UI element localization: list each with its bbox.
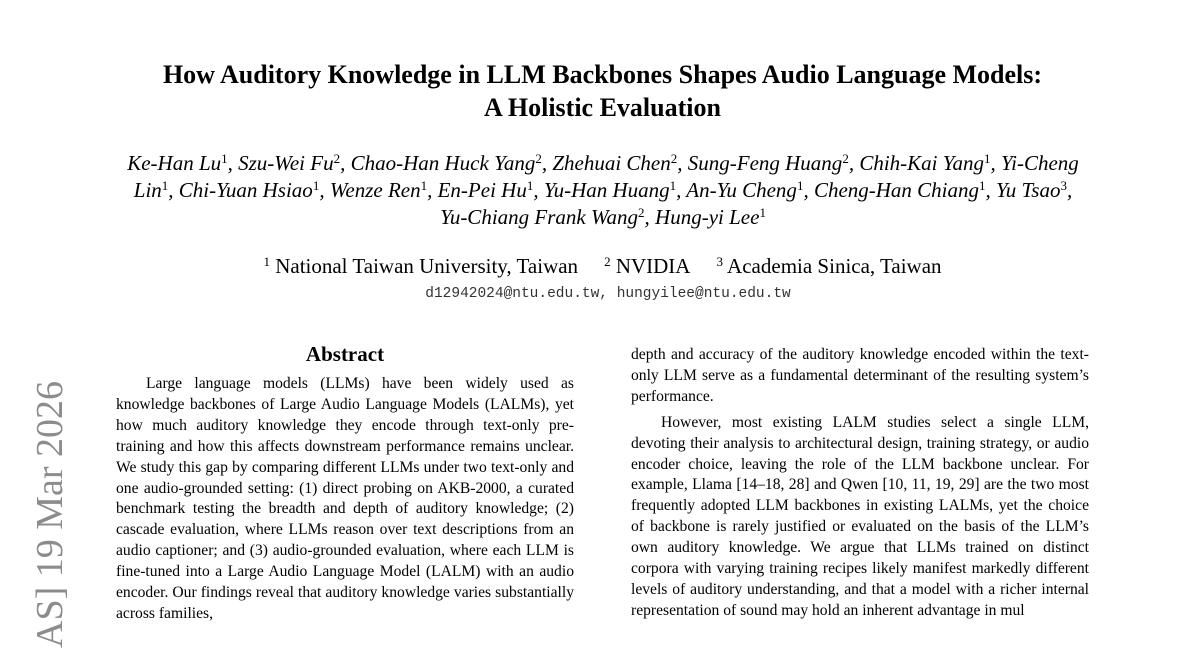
author-name: Yi-Cheng Lin xyxy=(133,151,1079,202)
affiliation-name: NVIDIA xyxy=(610,254,691,278)
title-line-2: A Holistic Evaluation xyxy=(484,93,721,122)
author-affiliation-mark: 1 xyxy=(420,178,428,193)
author-affiliation-mark: 2 xyxy=(842,151,849,166)
author-affiliation-mark: 1 xyxy=(796,178,804,193)
author-name: Chih-Kai Yang xyxy=(859,151,984,175)
author-affiliation-mark: 1 xyxy=(526,178,534,193)
author-affiliation-mark: 2 xyxy=(638,205,645,220)
author-name: Sung-Feng Huang xyxy=(687,151,843,175)
author-name: Yu-Chiang Frank Wang xyxy=(440,205,639,229)
author-name: Chao-Han Huck Yang xyxy=(350,151,536,175)
author-name: Wenze Ren xyxy=(329,178,421,202)
author-name: Szu-Wei Fu xyxy=(238,151,334,175)
author-name: Chi-Yuan Hsiao xyxy=(178,178,313,202)
author-list: Ke-Han Lu$^1$, Szu-Wei Fu$^2$, Chao-Han Huck Yang$^2$, Zhehuai Chen$^2$, Sung-Feng Huang$^2$, Chih-Kai Yang$^1$, Yi-Cheng Lin$^1$, Chi-Yuan Hsiao$^1$, Wenze Ren$^1$, En-Pei Hu$^1$, Yu-Han Huang$^1$, An-Yu Cheng$^1$, Cheng-Han Chiang$^1$, Yu Tsao$^3$, Yu-Chiang Frank Wang$^2$, Hung-yi Lee$^1$ xyxy=(127,151,1079,229)
author-affiliation-mark: 1 xyxy=(221,151,228,166)
paper-title xyxy=(0,58,1200,124)
affiliation-name: Academia Sinica, Taiwan xyxy=(722,254,942,278)
abstract-paragraph: Large language models (LLMs) have been widely used as knowledge backbones of Large Audio Language Models (LALMs), yet how much auditory knowledge they encode through text-only pre-training and how this affects downstream performance remains unclear. We study this gap by comparing different LLMs under two text-only and one audio-grounded setting: (1) direct probing on AKB-2000, a curated benchmark testing the breadth and depth of auditory knowledge; (2) cascade evaluation, where LLMs reason over text descriptions from an audio captioner; and (3) audio-grounded evaluation, where each LLM is fine-tuned into a Large Audio Language Model (LALM) with an audio encoder. Our findings reveal that auditory knowledge varies substantially across families, xyxy=(116,375,574,622)
author-name: En-Pei Hu xyxy=(437,178,527,202)
affiliations xyxy=(0,253,1200,279)
intro-paragraph-2: However, most existing LALM studies select a single LLM, devoting their analysis to architectural design, training strategy, or audio encoder choice, leaving the role of the LLM backbone unclear. For example, Llama [14–18, 28] and Qwen [10, 11, 19, 29] are the two most frequently adopted LLM backbones in existing LALMs, yet the choice of backbone is rarely justified or evaluated on the basis of the LLM’s own auditory knowledge. We argue that LLMs trained on distinct corpora with varying training recipes likely manifest markedly different levels of auditory understanding, and that a model with a richer internal representation of sound may hold an inherent advantage in mul xyxy=(631,413,1089,619)
author-name: Yu-Han Huang xyxy=(543,178,670,202)
author-name: Ke-Han Lu xyxy=(127,151,222,175)
arxiv-side-stamp: AS] 19 Mar 2026 xyxy=(29,380,71,648)
author-affiliation-mark: 2 xyxy=(670,151,678,166)
author-name: Yu Tsao xyxy=(996,178,1061,202)
author-affiliation-mark: 1 xyxy=(161,178,169,193)
author-name: Zhehuai Chen xyxy=(552,151,671,175)
author-name: Cheng-Han Chiang xyxy=(813,178,980,202)
author-affiliation-mark: 3 xyxy=(1060,178,1067,193)
abstract-column xyxy=(116,374,574,625)
intro-paragraph-1: depth and accuracy of the auditory knowledge encoded within the text-only LLM serve as a fundamental determinant of the resulting system’s performance. xyxy=(631,346,1089,405)
author-name: An-Yu Cheng xyxy=(686,178,797,202)
author-affiliation-mark: 1 xyxy=(979,178,986,193)
author-affiliation-mark: 2 xyxy=(535,151,542,166)
affiliation-number: 2 xyxy=(604,254,611,269)
author-affiliation-mark: 1 xyxy=(984,151,991,166)
author-affiliation-mark: 1 xyxy=(312,178,320,193)
affiliation-number: 1 xyxy=(263,254,270,269)
abstract-heading: Abstract xyxy=(305,342,385,366)
author-affiliation-mark: 1 xyxy=(669,178,677,193)
right-column xyxy=(631,345,1089,622)
author-name: Hung-yi Lee xyxy=(655,205,760,229)
author-affiliation-mark: 1 xyxy=(759,205,766,220)
author-affiliation-mark: 2 xyxy=(333,151,341,166)
affiliation-name: National Taiwan University, Taiwan xyxy=(269,254,579,278)
contact-emails: d12942024@ntu.edu.tw, hungyilee@ntu.edu.tw xyxy=(425,286,791,302)
title-line-1: How Auditory Knowledge in LLM Backbones Shapes Audio Language Models: xyxy=(162,60,1043,89)
affiliation-number: 3 xyxy=(716,254,723,269)
